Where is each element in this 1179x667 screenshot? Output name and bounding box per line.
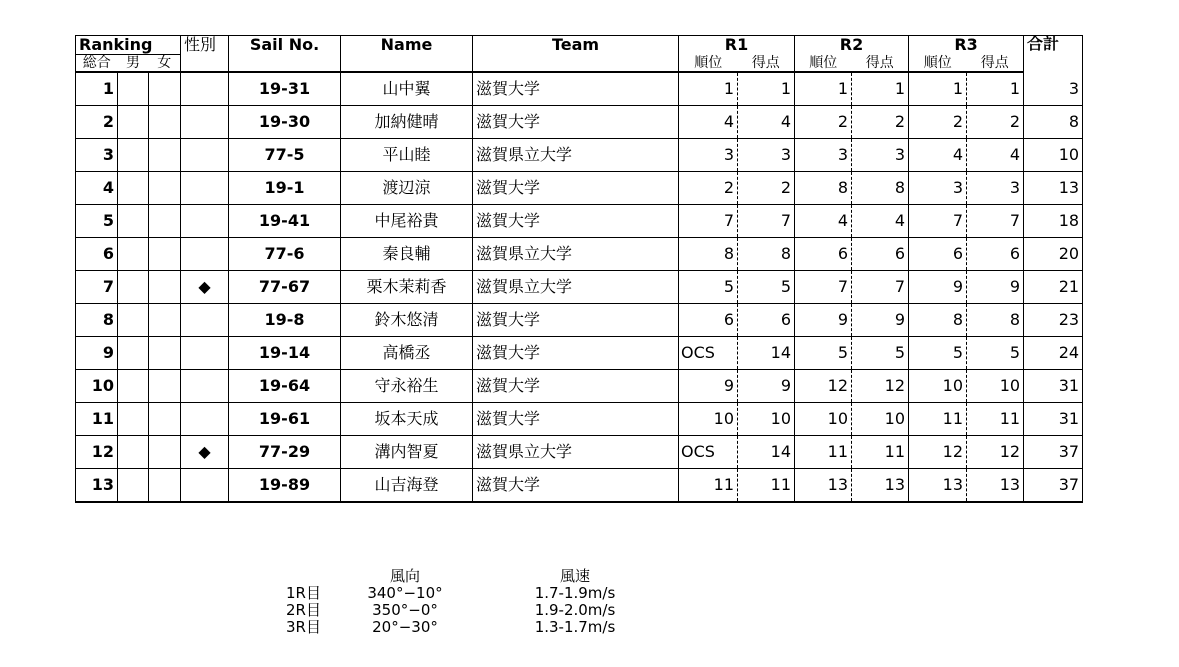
r1-rank-cell: OCS — [679, 337, 738, 370]
r3-rank-cell: 4 — [909, 139, 967, 172]
rank-cell: 6 — [76, 238, 118, 271]
r1-rank-cell: 5 — [679, 271, 738, 304]
sex-marker — [181, 172, 229, 205]
name-cell: 栗木茉莉香 — [341, 271, 473, 304]
r2-points-cell: 3 — [852, 139, 909, 172]
results-table — [75, 35, 1083, 503]
female-rank-cell — [149, 304, 181, 337]
r1-points-cell: 14 — [738, 337, 795, 370]
sex-marker: ◆ — [181, 271, 229, 304]
r1-points-cell: 6 — [738, 304, 795, 337]
sex-marker — [181, 238, 229, 271]
wind-speed-value: 1.9-2.0m/s — [534, 601, 616, 619]
sail-no-cell: 77-5 — [229, 139, 341, 172]
wind-direction-value: 340°−10° — [367, 584, 443, 602]
r3-rank-cell: 2 — [909, 106, 967, 139]
r3-points-cell: 11 — [967, 403, 1024, 436]
r1-rank-cell: 9 — [679, 370, 738, 403]
male-rank-cell — [118, 337, 149, 370]
male-rank-cell — [118, 205, 149, 238]
r1-points-cell: 7 — [738, 205, 795, 238]
total-cell: 21 — [1024, 271, 1083, 304]
header-r2: R2 — [795, 36, 909, 55]
header-total: 合計 — [1024, 36, 1083, 73]
rank-cell: 13 — [76, 469, 118, 503]
r2-points-cell: 13 — [852, 469, 909, 503]
result-row — [76, 304, 1083, 337]
team-cell: 滋賀県立大学 — [473, 271, 679, 304]
total-cell: 8 — [1024, 106, 1083, 139]
r2-points-cell: 2 — [852, 106, 909, 139]
header-sail-blank — [229, 55, 341, 73]
rank-cell: 7 — [76, 271, 118, 304]
header-r1: R1 — [679, 36, 795, 55]
sex-marker — [181, 469, 229, 503]
total-cell: 18 — [1024, 205, 1083, 238]
r1-points-cell: 10 — [738, 403, 795, 436]
female-rank-cell — [149, 403, 181, 436]
header-r2-points: 得点 — [852, 55, 909, 73]
r2-points-cell: 1 — [852, 72, 909, 106]
r2-points-cell: 6 — [852, 238, 909, 271]
male-rank-cell — [118, 436, 149, 469]
team-cell: 滋賀大学 — [473, 403, 679, 436]
r2-points-cell: 8 — [852, 172, 909, 205]
team-cell: 滋賀大学 — [473, 370, 679, 403]
r2-rank-cell: 5 — [795, 337, 852, 370]
r2-rank-cell: 12 — [795, 370, 852, 403]
r1-rank-cell: 2 — [679, 172, 738, 205]
r2-rank-cell: 2 — [795, 106, 852, 139]
header-female: 女 — [149, 55, 181, 73]
female-rank-cell — [149, 172, 181, 205]
r2-points-cell: 12 — [852, 370, 909, 403]
r2-rank-cell: 7 — [795, 271, 852, 304]
r1-rank-cell: 4 — [679, 106, 738, 139]
male-rank-cell — [118, 304, 149, 337]
name-cell: 鈴木悠清 — [341, 304, 473, 337]
r2-points-cell: 9 — [852, 304, 909, 337]
result-row — [76, 337, 1083, 370]
sex-marker: ◆ — [181, 436, 229, 469]
sail-no-cell: 19-14 — [229, 337, 341, 370]
result-row — [76, 238, 1083, 271]
female-rank-cell — [149, 337, 181, 370]
male-rank-cell — [118, 469, 149, 503]
r1-points-cell: 4 — [738, 106, 795, 139]
sail-no-cell: 19-61 — [229, 403, 341, 436]
wind-race-label: 3R目 — [286, 618, 321, 636]
result-row — [76, 139, 1083, 172]
r2-rank-cell: 9 — [795, 304, 852, 337]
male-rank-cell — [118, 139, 149, 172]
r1-rank-cell: 8 — [679, 238, 738, 271]
r3-rank-cell: 13 — [909, 469, 967, 503]
header-ranking: Ranking — [76, 36, 181, 55]
r3-rank-cell: 12 — [909, 436, 967, 469]
r2-points-cell: 10 — [852, 403, 909, 436]
r1-rank-cell: 6 — [679, 304, 738, 337]
result-row — [76, 469, 1083, 503]
female-rank-cell — [149, 271, 181, 304]
r3-rank-cell: 9 — [909, 271, 967, 304]
header-r2-rank: 順位 — [795, 55, 852, 73]
rank-cell: 1 — [76, 72, 118, 106]
total-cell: 31 — [1024, 370, 1083, 403]
name-cell: 加納健晴 — [341, 106, 473, 139]
r2-rank-cell: 1 — [795, 72, 852, 106]
team-cell: 滋賀大学 — [473, 205, 679, 238]
female-rank-cell — [149, 139, 181, 172]
r1-rank-cell: OCS — [679, 436, 738, 469]
r2-points-cell: 5 — [852, 337, 909, 370]
female-rank-cell — [149, 436, 181, 469]
sail-no-cell: 77-6 — [229, 238, 341, 271]
header-overall: 総合 — [76, 55, 118, 73]
r2-rank-cell: 3 — [795, 139, 852, 172]
sail-no-cell: 77-67 — [229, 271, 341, 304]
rank-cell: 11 — [76, 403, 118, 436]
name-cell: 溝内智夏 — [341, 436, 473, 469]
name-cell: 山中翼 — [341, 72, 473, 106]
sex-marker — [181, 304, 229, 337]
result-rows — [76, 72, 1083, 502]
r3-points-cell: 13 — [967, 469, 1024, 503]
male-rank-cell — [118, 172, 149, 205]
wind-race-label: 2R目 — [286, 601, 321, 619]
wind-direction-value: 350°−0° — [372, 601, 438, 619]
r2-rank-cell: 11 — [795, 436, 852, 469]
wind-direction-value: 20°−30° — [372, 618, 438, 636]
total-cell: 13 — [1024, 172, 1083, 205]
team-cell: 滋賀大学 — [473, 469, 679, 503]
r1-points-cell: 1 — [738, 72, 795, 106]
sail-no-cell: 19-89 — [229, 469, 341, 503]
name-cell: 山吉海登 — [341, 469, 473, 503]
header-sail-no: Sail No. — [229, 36, 341, 55]
wind-race-label: 1R目 — [286, 584, 321, 602]
r3-rank-cell: 1 — [909, 72, 967, 106]
sail-no-cell: 19-31 — [229, 72, 341, 106]
male-rank-cell — [118, 271, 149, 304]
wind-speed-value: 1.3-1.7m/s — [534, 618, 616, 636]
name-cell: 渡辺涼 — [341, 172, 473, 205]
r3-points-cell: 12 — [967, 436, 1024, 469]
r2-rank-cell: 4 — [795, 205, 852, 238]
name-cell: 坂本天成 — [341, 403, 473, 436]
sex-marker — [181, 72, 229, 106]
wind-direction-header: 風向 — [389, 567, 420, 585]
r3-points-cell: 10 — [967, 370, 1024, 403]
sail-no-cell: 19-8 — [229, 304, 341, 337]
name-cell: 中尾裕貴 — [341, 205, 473, 238]
r1-rank-cell: 3 — [679, 139, 738, 172]
wind-speed-column — [520, 568, 630, 636]
r3-rank-cell: 6 — [909, 238, 967, 271]
sail-no-cell: 19-64 — [229, 370, 341, 403]
name-cell: 高橋丞 — [341, 337, 473, 370]
header-r3-points: 得点 — [967, 55, 1024, 73]
header-name: Name — [341, 36, 473, 55]
r2-rank-cell: 10 — [795, 403, 852, 436]
sail-no-cell: 19-41 — [229, 205, 341, 238]
sex-marker — [181, 370, 229, 403]
wind-speed-value: 1.7-1.9m/s — [534, 584, 616, 602]
total-cell: 37 — [1024, 436, 1083, 469]
female-rank-cell — [149, 238, 181, 271]
r1-points-cell: 5 — [738, 271, 795, 304]
header-r3: R3 — [909, 36, 1024, 55]
r3-rank-cell: 5 — [909, 337, 967, 370]
header-team-blank — [473, 55, 679, 73]
r1-rank-cell: 11 — [679, 469, 738, 503]
total-cell: 20 — [1024, 238, 1083, 271]
header-name-blank — [341, 55, 473, 73]
sex-marker — [181, 139, 229, 172]
result-row — [76, 370, 1083, 403]
sail-no-cell: 19-1 — [229, 172, 341, 205]
r2-points-cell: 4 — [852, 205, 909, 238]
rank-cell: 4 — [76, 172, 118, 205]
r1-rank-cell: 10 — [679, 403, 738, 436]
total-cell: 31 — [1024, 403, 1083, 436]
header-male: 男 — [118, 55, 149, 73]
r1-rank-cell: 7 — [679, 205, 738, 238]
result-row — [76, 403, 1083, 436]
r3-rank-cell: 7 — [909, 205, 967, 238]
female-rank-cell — [149, 72, 181, 106]
sail-no-cell: 77-29 — [229, 436, 341, 469]
total-cell: 10 — [1024, 139, 1083, 172]
header-r1-rank: 順位 — [679, 55, 738, 73]
r3-rank-cell: 11 — [909, 403, 967, 436]
r3-points-cell: 4 — [967, 139, 1024, 172]
team-cell: 滋賀大学 — [473, 304, 679, 337]
male-rank-cell — [118, 72, 149, 106]
header-r3-rank: 順位 — [909, 55, 967, 73]
wind-direction-column — [350, 568, 460, 636]
r3-points-cell: 6 — [967, 238, 1024, 271]
team-cell: 滋賀県立大学 — [473, 238, 679, 271]
r3-points-cell: 1 — [967, 72, 1024, 106]
header-r1-points: 得点 — [738, 55, 795, 73]
team-cell: 滋賀大学 — [473, 337, 679, 370]
female-rank-cell — [149, 106, 181, 139]
r1-points-cell: 8 — [738, 238, 795, 271]
wind-speed-header: 風速 — [559, 567, 590, 585]
result-row — [76, 205, 1083, 238]
rank-cell: 5 — [76, 205, 118, 238]
female-rank-cell — [149, 205, 181, 238]
male-rank-cell — [118, 238, 149, 271]
name-cell: 平山睦 — [341, 139, 473, 172]
r3-points-cell: 7 — [967, 205, 1024, 238]
total-cell: 23 — [1024, 304, 1083, 337]
header-team: Team — [473, 36, 679, 55]
result-row — [76, 436, 1083, 469]
total-cell: 37 — [1024, 469, 1083, 503]
r1-rank-cell: 1 — [679, 72, 738, 106]
name-cell: 守永裕生 — [341, 370, 473, 403]
male-rank-cell — [118, 370, 149, 403]
r2-rank-cell: 13 — [795, 469, 852, 503]
team-cell: 滋賀大学 — [473, 172, 679, 205]
r1-points-cell: 3 — [738, 139, 795, 172]
male-rank-cell — [118, 106, 149, 139]
team-cell: 滋賀大学 — [473, 72, 679, 106]
header-sex-blank — [181, 55, 229, 73]
rank-cell: 3 — [76, 139, 118, 172]
result-row — [76, 72, 1083, 106]
female-rank-cell — [149, 469, 181, 503]
r3-points-cell: 2 — [967, 106, 1024, 139]
team-cell: 滋賀大学 — [473, 106, 679, 139]
sex-marker — [181, 205, 229, 238]
team-cell: 滋賀県立大学 — [473, 436, 679, 469]
rank-cell: 12 — [76, 436, 118, 469]
sex-marker — [181, 337, 229, 370]
r3-points-cell: 3 — [967, 172, 1024, 205]
r2-points-cell: 7 — [852, 271, 909, 304]
result-row — [76, 106, 1083, 139]
r3-points-cell: 5 — [967, 337, 1024, 370]
rank-cell: 2 — [76, 106, 118, 139]
header-row-top — [76, 36, 1083, 55]
r3-rank-cell: 3 — [909, 172, 967, 205]
r2-rank-cell: 8 — [795, 172, 852, 205]
r2-points-cell: 11 — [852, 436, 909, 469]
r3-rank-cell: 8 — [909, 304, 967, 337]
total-cell: 3 — [1024, 72, 1083, 106]
rank-cell: 10 — [76, 370, 118, 403]
male-rank-cell — [118, 403, 149, 436]
rank-cell: 9 — [76, 337, 118, 370]
r1-points-cell: 2 — [738, 172, 795, 205]
result-row — [76, 271, 1083, 304]
name-cell: 秦良輔 — [341, 238, 473, 271]
header-sex: 性別 — [181, 36, 229, 55]
r3-points-cell: 9 — [967, 271, 1024, 304]
header-row-bottom — [76, 55, 1083, 73]
r3-rank-cell: 10 — [909, 370, 967, 403]
r1-points-cell: 9 — [738, 370, 795, 403]
sex-marker — [181, 403, 229, 436]
wind-labels — [286, 568, 321, 636]
team-cell: 滋賀県立大学 — [473, 139, 679, 172]
female-rank-cell — [149, 370, 181, 403]
sex-marker — [181, 106, 229, 139]
r2-rank-cell: 6 — [795, 238, 852, 271]
rank-cell: 8 — [76, 304, 118, 337]
sail-no-cell: 19-30 — [229, 106, 341, 139]
r1-points-cell: 14 — [738, 436, 795, 469]
r3-points-cell: 8 — [967, 304, 1024, 337]
r1-points-cell: 11 — [738, 469, 795, 503]
result-row — [76, 172, 1083, 205]
total-cell: 24 — [1024, 337, 1083, 370]
